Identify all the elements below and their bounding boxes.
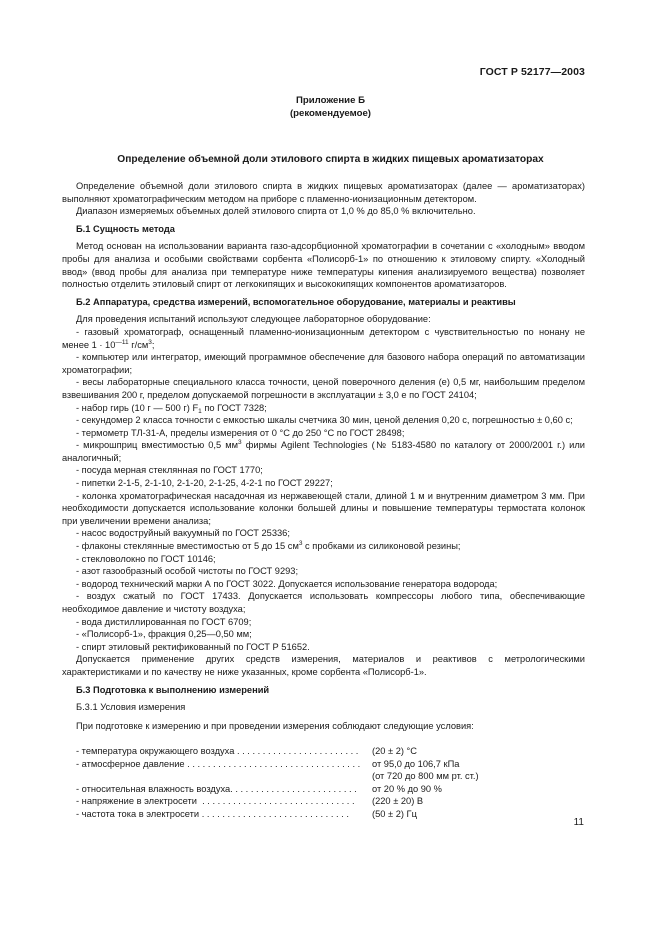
condition-label: - напряжение в электросети . . . . . . . . . . . . . . . . . . . . . . . . . . . . . . (76, 796, 355, 807)
section-b2-closing: Допускается применение других средств измерения, материалов и реактивов с метрологическими характеристиками и по качеству не ниже указанных, кроме сорбента «Полисорб-1». (62, 654, 585, 677)
condition-value: (20 ± 2) °С (372, 746, 417, 756)
intro-paragraph-1: Определение объемной доли этилового спирта в жидких пищевых ароматизаторах (далее — ароматизаторах) выполняют хроматографическим методом на приборе с пламенно-ионизационным детектором. (62, 181, 585, 204)
equipment-list-item: - «Полисорб-1», фракция 0,25—0,50 мм; (76, 629, 252, 640)
equipment-list-item: - пипетки 2-1-5, 2-1-10, 2-1-20, 2-1-25, 4-2-1 по ГОСТ 29227; (76, 478, 333, 489)
condition-row (62, 783, 585, 796)
section-b1-text: Метод основан на использовании варианта газо-адсорбционной хроматографии в сочетании с «холодным» вводом пробы для анализа и особыми свойствами сорбента «Полисорб-1» по отношению к этиловому спирту. «Холодный ввод» (ввод пробы для анализа при температуре ниже температуры кипения анализируемого вещества) позволяет полностью отделить этиловый спирт от легкокипящих и высококипящих компонентов ароматизаторов. (62, 241, 585, 290)
condition-value: (от 720 до 800 мм рт. ст.) (372, 771, 479, 782)
equipment-list-item: - весы лабораторные специального класса точности, ценой поверочного деления (е) 0,5 мг, наибольшим пределом взвешивания 200 г, пределом допускаемой погрешности в эксплуатации ± 3,0 е по ГОСТ 24104; (62, 377, 585, 400)
appendix-block (0, 95, 661, 120)
condition-row (62, 770, 585, 783)
appendix-subtitle: (рекомендуемое) (289, 107, 371, 119)
equipment-list-item: - спирт этиловый ректификованный по ГОСТ Р 51652. (76, 641, 310, 652)
document-body (62, 180, 585, 732)
condition-value: от 95,0 до 106,7 кПа (372, 758, 460, 769)
equipment-list-item: - насос водоструйный вакуумный по ГОСТ 25336; (76, 528, 290, 539)
condition-label: - частота тока в электросети . . . . . . . . . . . . . . . . . . . . . . . . . . . . . (76, 808, 349, 819)
condition-row (62, 745, 585, 758)
section-b2-heading: Б.2 Аппаратура, средства измерений, вспомогательное оборудование, материалы и реактивы (76, 296, 516, 307)
document-number: ГОСТ Р 52177—2003 (479, 66, 585, 78)
equipment-list-item: - вода дистиллированная по ГОСТ 6709; (76, 616, 252, 627)
equipment-list (62, 326, 585, 653)
section-b1-heading: Б.1 Сущность метода (76, 223, 175, 234)
main-title: Определение объемной доли этилового спирта в жидких пищевых ароматизаторах (117, 154, 544, 165)
equipment-list-item: - азот газообразный особой чистоты по ГОСТ 9293; (76, 566, 299, 577)
condition-label (62, 770, 372, 783)
condition-label: - атмосферное давление . . . . . . . . . . . . . . . . . . . . . . . . . . . . . . . . . . (76, 758, 361, 769)
condition-label: - относительная влажность воздуха. . . . . . . . . . . . . . . . . . . . . . . . . (76, 783, 357, 794)
condition-value: (220 ± 20) В (372, 796, 424, 807)
section-b3-heading: Б.3 Подготовка к выполнению измерений (76, 684, 270, 695)
appendix-title: Приложение Б (296, 95, 365, 106)
page-number: 11 (573, 817, 584, 828)
equipment-list-item: - воздух сжатый по ГОСТ 17433. Допускается использовать компрессоры любого типа, обеспечивающие необходимое давление и чистоту воздуха; (62, 591, 585, 614)
condition-row (62, 808, 585, 821)
equipment-list-item: - флаконы стеклянные вместимостью от 5 до 15 $см^3$ с пробками из силиконовой резины; (76, 540, 461, 552)
section-b2-lead: Для проведения испытаний используют следующее лабораторное оборудование: (76, 314, 431, 325)
equipment-list-item: - секундомер 2 класса точности с емкостью шкалы счетчика 30 мин, ценой деления 0,20 с, погрешностью ± 0,60 с; (76, 415, 573, 426)
equipment-list-item: - посуда мерная стеклянная по ГОСТ 1770; (76, 465, 263, 476)
condition-value: (50 ± 2) Гц (372, 808, 417, 819)
equipment-list-item: - водород технический марки А по ГОСТ 3022. Допускается использование генератора водорода; (76, 578, 498, 589)
equipment-list-item: - термометр ТЛ-31-А, пределы измерения от 0 °С до 250 °С по ГОСТ 28498; (76, 427, 405, 438)
condition-value: от 20 % до 90 % (372, 783, 442, 794)
condition-row (62, 795, 585, 808)
equipment-list-item: - набор гирь (10 г — 500 г) $F_1$ по ГОСТ 7328; (76, 402, 267, 415)
section-b3-1-heading: Б.3.1 Условия измерения (76, 702, 186, 713)
intro-paragraph-2: Диапазон измеряемых объемных долей этилового спирта от 1,0 % до 85,0 % включительно. (76, 206, 476, 217)
equipment-list-item: - микрошприц вместимостью 0,5 $мм^3$ фирмы Agilent Technologies (№ 5183-4580 по каталогу от 2000/2001 г.) или аналогичный; (62, 439, 585, 463)
condition-row (62, 758, 585, 771)
equipment-list-item: - стекловолокно по ГОСТ 10146; (76, 553, 216, 564)
equipment-list-item: - колонка хроматографическая насадочная из нержавеющей стали, длиной 1 м и внутренним диаметром 3 мм. При необходимости допускается использование колонки большей длины и повышение температуры термостата колонок при увеличении времени анализа; (62, 490, 585, 526)
section-b3-lead: При подготовке к измерению и при проведении измерения соблюдают следующие условия: (76, 720, 474, 731)
equipment-list-item: - компьютер или интегратор, имеющий программное обеспечение для базового набора операций по автоматизации хроматографии; (62, 352, 585, 375)
condition-label: - температура окружающего воздуха . . . . . . . . . . . . . . . . . . . . . . . . (76, 746, 359, 756)
conditions-list (62, 745, 585, 821)
equipment-list-item: - газовый хроматограф, оснащенный пламенно-ионизационным детектором с чувствительностью по нонану не менее $1 \cdot 10^{—11}$ $г/см^3$; (62, 326, 585, 350)
